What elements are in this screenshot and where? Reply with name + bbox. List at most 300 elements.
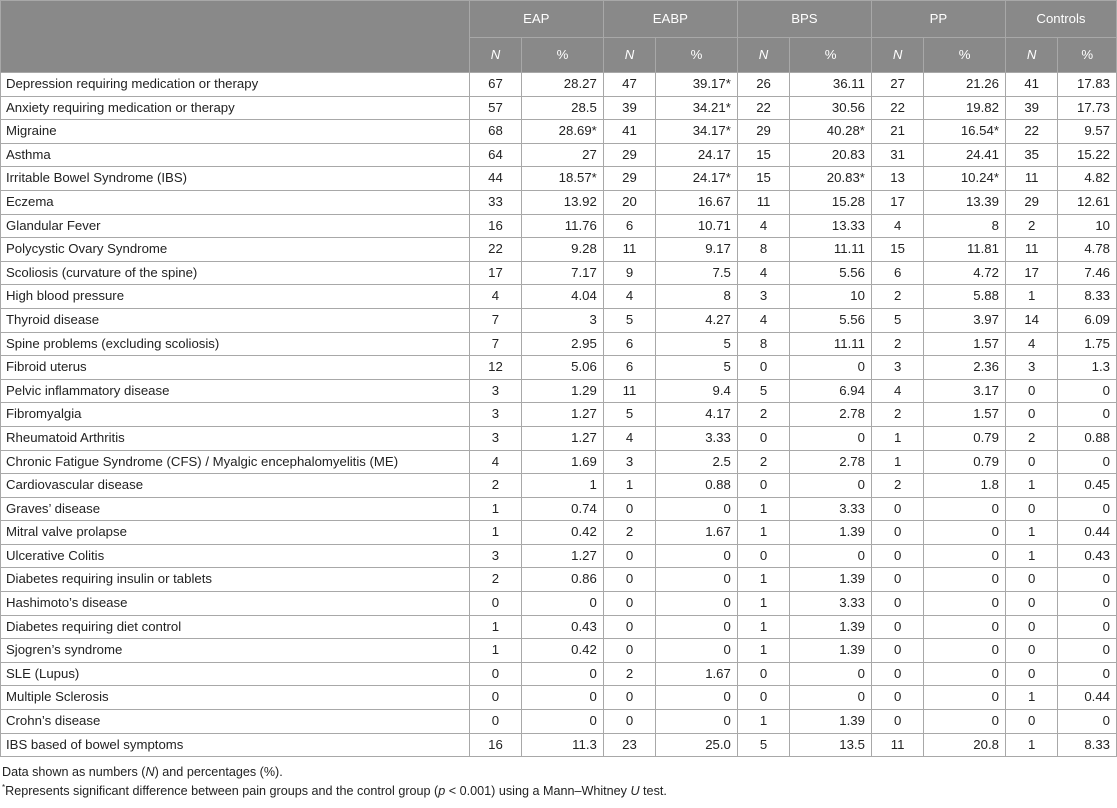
percent-cell: 28.69* — [522, 120, 604, 144]
table-row — [1, 497, 1117, 521]
percent-cell: 7.46 — [1058, 261, 1117, 285]
count-cell: 15 — [737, 167, 789, 191]
percent-cell: 10 — [1058, 214, 1117, 238]
count-cell: 1 — [469, 639, 521, 663]
percent-cell: 1.27 — [522, 544, 604, 568]
percent-cell: 0 — [522, 686, 604, 710]
count-cell: 0 — [737, 544, 789, 568]
table-row — [1, 261, 1117, 285]
percent-cell: 1.75 — [1058, 332, 1117, 356]
count-cell: 2 — [871, 285, 923, 309]
count-cell: 11 — [871, 733, 923, 757]
count-cell: 4 — [871, 379, 923, 403]
percent-cell: 5 — [656, 332, 738, 356]
table-row — [1, 521, 1117, 545]
percent-cell: 0 — [924, 568, 1006, 592]
percent-cell: 34.17* — [656, 120, 738, 144]
percent-cell: 9.4 — [656, 379, 738, 403]
percent-cell: 9.57 — [1058, 120, 1117, 144]
count-cell: 22 — [469, 238, 521, 262]
pct-header: % — [1058, 38, 1117, 73]
percent-cell: 24.17* — [656, 167, 738, 191]
count-cell: 0 — [871, 710, 923, 734]
table-row — [1, 733, 1117, 757]
percent-cell: 0.44 — [1058, 521, 1117, 545]
count-cell: 2 — [469, 474, 521, 498]
percent-cell: 6.94 — [790, 379, 872, 403]
table-row — [1, 143, 1117, 167]
percent-cell: 0.42 — [522, 639, 604, 663]
percent-cell: 4.04 — [522, 285, 604, 309]
table-row — [1, 308, 1117, 332]
count-cell: 0 — [1005, 497, 1057, 521]
group-header: Controls — [1005, 1, 1116, 38]
count-cell: 9 — [603, 261, 655, 285]
count-cell: 1 — [469, 521, 521, 545]
table-row — [1, 190, 1117, 214]
percent-cell: 7.5 — [656, 261, 738, 285]
percent-cell: 36.11 — [790, 73, 872, 97]
count-cell: 1 — [871, 426, 923, 450]
percent-cell: 0 — [1058, 450, 1117, 474]
percent-cell: 8 — [656, 285, 738, 309]
percent-cell: 0.88 — [656, 474, 738, 498]
count-cell: 8 — [737, 238, 789, 262]
percent-cell: 15.28 — [790, 190, 872, 214]
count-cell: 5 — [603, 308, 655, 332]
count-cell: 3 — [469, 544, 521, 568]
percent-cell: 2.95 — [522, 332, 604, 356]
count-cell: 0 — [603, 615, 655, 639]
footnote-data-description: Data shown as numbers (N) and percentages (%). — [2, 765, 283, 780]
count-cell: 1 — [737, 710, 789, 734]
count-cell: 0 — [737, 356, 789, 380]
count-cell: 26 — [737, 73, 789, 97]
condition-label: Migraine — [1, 120, 470, 144]
percent-cell: 3.33 — [790, 592, 872, 616]
percent-cell: 2.36 — [924, 356, 1006, 380]
count-cell: 1 — [1005, 285, 1057, 309]
percent-cell: 1.57 — [924, 332, 1006, 356]
count-cell: 0 — [871, 615, 923, 639]
count-cell: 1 — [737, 592, 789, 616]
percent-cell: 0 — [656, 710, 738, 734]
count-cell: 2 — [469, 568, 521, 592]
count-cell: 4 — [603, 426, 655, 450]
condition-label: High blood pressure — [1, 285, 470, 309]
table-row — [1, 167, 1117, 191]
count-cell: 0 — [737, 426, 789, 450]
percent-cell: 11.11 — [790, 332, 872, 356]
percent-cell: 0.43 — [522, 615, 604, 639]
percent-cell: 1.57 — [924, 403, 1006, 427]
count-cell: 17 — [1005, 261, 1057, 285]
count-cell: 14 — [1005, 308, 1057, 332]
percent-cell: 13.33 — [790, 214, 872, 238]
percent-cell: 40.28* — [790, 120, 872, 144]
count-cell: 15 — [871, 238, 923, 262]
percent-cell: 0 — [924, 544, 1006, 568]
count-cell: 44 — [469, 167, 521, 191]
condition-label: Sjogren’s syndrome — [1, 639, 470, 663]
count-cell: 0 — [1005, 639, 1057, 663]
count-cell: 17 — [871, 190, 923, 214]
count-cell: 12 — [469, 356, 521, 380]
count-cell: 13 — [871, 167, 923, 191]
count-cell: 1 — [737, 639, 789, 663]
percent-cell: 0 — [924, 662, 1006, 686]
count-cell: 6 — [603, 332, 655, 356]
percent-cell: 0 — [656, 497, 738, 521]
count-cell: 0 — [871, 639, 923, 663]
count-cell: 0 — [469, 710, 521, 734]
n-header: N — [603, 38, 655, 73]
table-row — [1, 662, 1117, 686]
percent-cell: 0 — [790, 686, 872, 710]
count-cell: 15 — [737, 143, 789, 167]
percent-cell: 1.69 — [522, 450, 604, 474]
percent-cell: 0 — [522, 592, 604, 616]
percent-cell: 1.3 — [1058, 356, 1117, 380]
percent-cell: 1.39 — [790, 568, 872, 592]
count-cell: 3 — [737, 285, 789, 309]
count-cell: 0 — [603, 544, 655, 568]
count-cell: 0 — [1005, 615, 1057, 639]
percent-cell: 0 — [1058, 568, 1117, 592]
table-row — [1, 686, 1117, 710]
condition-label: Fibromyalgia — [1, 403, 470, 427]
table-row — [1, 592, 1117, 616]
count-cell: 0 — [603, 710, 655, 734]
count-cell: 2 — [737, 403, 789, 427]
count-cell: 3 — [603, 450, 655, 474]
count-cell: 8 — [737, 332, 789, 356]
percent-cell: 0 — [924, 521, 1006, 545]
percent-cell: 0 — [656, 639, 738, 663]
count-cell: 0 — [603, 639, 655, 663]
count-cell: 4 — [737, 261, 789, 285]
percent-cell: 8 — [924, 214, 1006, 238]
blank-header-cell — [1, 1, 470, 73]
count-cell: 3 — [1005, 356, 1057, 380]
condition-label: Graves’ disease — [1, 497, 470, 521]
table-row — [1, 96, 1117, 120]
percent-cell: 8.33 — [1058, 733, 1117, 757]
count-cell: 64 — [469, 143, 521, 167]
count-cell: 0 — [603, 686, 655, 710]
count-cell: 41 — [603, 120, 655, 144]
count-cell: 39 — [603, 96, 655, 120]
percent-cell: 0.42 — [522, 521, 604, 545]
percent-cell: 0 — [656, 568, 738, 592]
count-cell: 0 — [737, 686, 789, 710]
count-cell: 5 — [737, 733, 789, 757]
percent-cell: 3 — [522, 308, 604, 332]
percent-cell: 0.88 — [1058, 426, 1117, 450]
count-cell: 0 — [603, 592, 655, 616]
count-cell: 16 — [469, 214, 521, 238]
percent-cell: 11.76 — [522, 214, 604, 238]
count-cell: 0 — [469, 686, 521, 710]
condition-label: Scoliosis (curvature of the spine) — [1, 261, 470, 285]
percent-cell: 12.61 — [1058, 190, 1117, 214]
table-row — [1, 639, 1117, 663]
count-cell: 11 — [603, 238, 655, 262]
condition-label: Irritable Bowel Syndrome (IBS) — [1, 167, 470, 191]
count-cell: 0 — [737, 474, 789, 498]
percent-cell: 1.39 — [790, 639, 872, 663]
percent-cell: 39.17* — [656, 73, 738, 97]
count-cell: 27 — [871, 73, 923, 97]
count-cell: 5 — [737, 379, 789, 403]
condition-label: Polycystic Ovary Syndrome — [1, 238, 470, 262]
count-cell: 5 — [871, 308, 923, 332]
n-header: N — [737, 38, 789, 73]
count-cell: 2 — [871, 474, 923, 498]
count-cell: 1 — [603, 474, 655, 498]
pct-header: % — [790, 38, 872, 73]
count-cell: 0 — [469, 662, 521, 686]
percent-cell: 0 — [790, 662, 872, 686]
table-row — [1, 544, 1117, 568]
table-header — [1, 1, 1117, 73]
percent-cell: 8.33 — [1058, 285, 1117, 309]
count-cell: 29 — [603, 143, 655, 167]
count-cell: 6 — [603, 214, 655, 238]
condition-label: Eczema — [1, 190, 470, 214]
count-cell: 0 — [871, 686, 923, 710]
condition-label: Chronic Fatigue Syndrome (CFS) / Myalgic encephalomyelitis (ME) — [1, 450, 470, 474]
count-cell: 0 — [469, 592, 521, 616]
condition-label: Rheumatoid Arthritis — [1, 426, 470, 450]
condition-label: Spine problems (excluding scoliosis) — [1, 332, 470, 356]
percent-cell: 1.39 — [790, 615, 872, 639]
percent-cell: 24.17 — [656, 143, 738, 167]
percent-cell: 5.56 — [790, 308, 872, 332]
count-cell: 2 — [603, 521, 655, 545]
percent-cell: 28.27 — [522, 73, 604, 97]
percent-cell: 1.8 — [924, 474, 1006, 498]
count-cell: 4 — [737, 308, 789, 332]
count-cell: 3 — [469, 426, 521, 450]
percent-cell: 3.33 — [656, 426, 738, 450]
table-row — [1, 356, 1117, 380]
count-cell: 4 — [469, 285, 521, 309]
count-cell: 3 — [871, 356, 923, 380]
count-cell: 29 — [1005, 190, 1057, 214]
percent-cell: 0 — [1058, 592, 1117, 616]
count-cell: 1 — [871, 450, 923, 474]
count-cell: 22 — [737, 96, 789, 120]
count-cell: 31 — [871, 143, 923, 167]
group-header-row — [1, 1, 1117, 38]
count-cell: 0 — [1005, 379, 1057, 403]
percent-cell: 9.17 — [656, 238, 738, 262]
condition-label: Ulcerative Colitis — [1, 544, 470, 568]
percent-cell: 1.67 — [656, 521, 738, 545]
percent-cell: 13.92 — [522, 190, 604, 214]
percent-cell: 4.17 — [656, 403, 738, 427]
percent-cell: 7.17 — [522, 261, 604, 285]
percent-cell: 0 — [656, 615, 738, 639]
pct-header: % — [522, 38, 604, 73]
count-cell: 41 — [1005, 73, 1057, 97]
percent-cell: 13.39 — [924, 190, 1006, 214]
percent-cell: 0 — [790, 356, 872, 380]
percent-cell: 0.79 — [924, 426, 1006, 450]
table-row — [1, 403, 1117, 427]
percent-cell: 0 — [924, 497, 1006, 521]
count-cell: 4 — [469, 450, 521, 474]
count-cell: 2 — [1005, 426, 1057, 450]
n-header: N — [1005, 38, 1057, 73]
percent-cell: 1.39 — [790, 521, 872, 545]
percent-cell: 9.28 — [522, 238, 604, 262]
count-cell: 1 — [1005, 686, 1057, 710]
count-cell: 2 — [603, 662, 655, 686]
percent-cell: 27 — [522, 143, 604, 167]
percent-cell: 1 — [522, 474, 604, 498]
table-row — [1, 710, 1117, 734]
percent-cell: 0.74 — [522, 497, 604, 521]
count-cell: 4 — [871, 214, 923, 238]
percent-cell: 2.78 — [790, 403, 872, 427]
percent-cell: 11.81 — [924, 238, 1006, 262]
percent-cell: 18.57* — [522, 167, 604, 191]
percent-cell: 20.83* — [790, 167, 872, 191]
percent-cell: 16.54* — [924, 120, 1006, 144]
count-cell: 0 — [871, 662, 923, 686]
table-body — [1, 73, 1117, 757]
condition-label: Depression requiring medication or therapy — [1, 73, 470, 97]
percent-cell: 5.88 — [924, 285, 1006, 309]
percent-cell: 2.5 — [656, 450, 738, 474]
count-cell: 22 — [1005, 120, 1057, 144]
footnote-significance: *Represents significant difference between pain groups and the control group (p < 0.001) using a Mann–Whitney U test. — [2, 783, 667, 799]
count-cell: 3 — [469, 403, 521, 427]
percent-cell: 10 — [790, 285, 872, 309]
percent-cell: 5.06 — [522, 356, 604, 380]
group-header: PP — [871, 1, 1005, 38]
count-cell: 0 — [1005, 710, 1057, 734]
condition-label: Asthma — [1, 143, 470, 167]
count-cell: 0 — [603, 568, 655, 592]
count-cell: 11 — [737, 190, 789, 214]
percent-cell: 5 — [656, 356, 738, 380]
condition-label: Diabetes requiring diet control — [1, 615, 470, 639]
percent-cell: 0 — [924, 710, 1006, 734]
percent-cell: 6.09 — [1058, 308, 1117, 332]
count-cell: 23 — [603, 733, 655, 757]
percent-cell: 0 — [656, 544, 738, 568]
condition-label: Hashimoto’s disease — [1, 592, 470, 616]
n-header: N — [469, 38, 521, 73]
count-cell: 3 — [469, 379, 521, 403]
group-header: EABP — [603, 1, 737, 38]
table-row — [1, 120, 1117, 144]
count-cell: 35 — [1005, 143, 1057, 167]
percent-cell: 0 — [790, 544, 872, 568]
percent-cell: 2.78 — [790, 450, 872, 474]
count-cell: 0 — [871, 568, 923, 592]
table-row — [1, 615, 1117, 639]
percent-cell: 20.8 — [924, 733, 1006, 757]
percent-cell: 0 — [790, 474, 872, 498]
count-cell: 1 — [737, 497, 789, 521]
count-cell: 67 — [469, 73, 521, 97]
table-row — [1, 474, 1117, 498]
condition-label: Glandular Fever — [1, 214, 470, 238]
percent-cell: 0 — [1058, 379, 1117, 403]
percent-cell: 0 — [790, 426, 872, 450]
condition-label: Anxiety requiring medication or therapy — [1, 96, 470, 120]
count-cell: 2 — [871, 332, 923, 356]
count-cell: 29 — [603, 167, 655, 191]
count-cell: 4 — [603, 285, 655, 309]
table-row — [1, 450, 1117, 474]
percent-cell: 3.97 — [924, 308, 1006, 332]
count-cell: 11 — [1005, 238, 1057, 262]
percent-cell: 0 — [924, 592, 1006, 616]
count-cell: 0 — [871, 592, 923, 616]
percent-cell: 11.11 — [790, 238, 872, 262]
percent-cell: 0.79 — [924, 450, 1006, 474]
percent-cell: 0 — [522, 662, 604, 686]
count-cell: 33 — [469, 190, 521, 214]
percent-cell: 20.83 — [790, 143, 872, 167]
percent-cell: 0 — [1058, 662, 1117, 686]
percent-cell: 0 — [1058, 710, 1117, 734]
table-row — [1, 568, 1117, 592]
count-cell: 6 — [871, 261, 923, 285]
percent-cell: 15.22 — [1058, 143, 1117, 167]
count-cell: 1 — [737, 568, 789, 592]
percent-cell: 0 — [1058, 497, 1117, 521]
count-cell: 0 — [1005, 450, 1057, 474]
percent-cell: 10.71 — [656, 214, 738, 238]
percent-cell: 0 — [656, 592, 738, 616]
percent-cell: 4.27 — [656, 308, 738, 332]
count-cell: 0 — [737, 662, 789, 686]
count-cell: 11 — [603, 379, 655, 403]
percent-cell: 1.27 — [522, 426, 604, 450]
count-cell: 17 — [469, 261, 521, 285]
condition-label: Fibroid uterus — [1, 356, 470, 380]
count-cell: 2 — [871, 403, 923, 427]
count-cell: 0 — [603, 497, 655, 521]
condition-label: Cardiovascular disease — [1, 474, 470, 498]
condition-label: IBS based of bowel symptoms — [1, 733, 470, 757]
percent-cell: 4.72 — [924, 261, 1006, 285]
count-cell: 0 — [1005, 403, 1057, 427]
count-cell: 6 — [603, 356, 655, 380]
percent-cell: 25.0 — [656, 733, 738, 757]
percent-cell: 11.3 — [522, 733, 604, 757]
count-cell: 2 — [1005, 214, 1057, 238]
percent-cell: 5.56 — [790, 261, 872, 285]
percent-cell: 0 — [924, 686, 1006, 710]
count-cell: 1 — [1005, 521, 1057, 545]
count-cell: 0 — [871, 497, 923, 521]
count-cell: 0 — [1005, 662, 1057, 686]
count-cell: 7 — [469, 332, 521, 356]
count-cell: 1 — [1005, 474, 1057, 498]
table-row — [1, 332, 1117, 356]
percent-cell: 0.43 — [1058, 544, 1117, 568]
count-cell: 16 — [469, 733, 521, 757]
percent-cell: 0 — [522, 710, 604, 734]
condition-label: Multiple Sclerosis — [1, 686, 470, 710]
